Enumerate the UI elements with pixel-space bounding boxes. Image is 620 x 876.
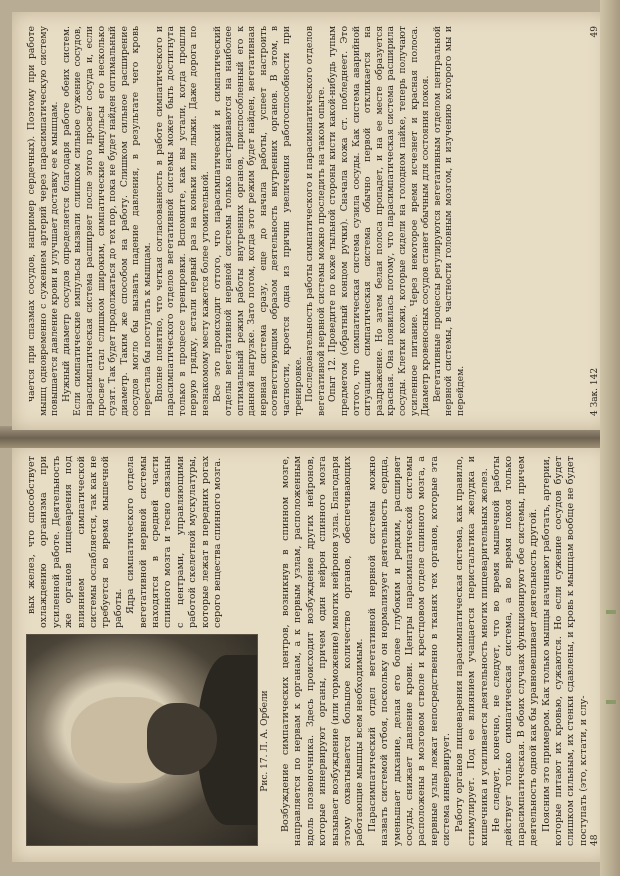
left-bottom-column [280,456,590,846]
page-edge-strip [600,0,620,876]
paragraph: вых желез, что способствует охлаждению организма при усиленной работе. Деятельность же органов пищеварения под влиянием симпатической системы ослабляется, так как не требуется во время мышечной работы. [26,456,124,628]
paragraph: Нужный диаметр сосудов определяется благодаря работе обеих систем. Если симпатические импульсы вызвали слишком сильное сужение сосудов, парасимпатическая система расширяет после этого просвет сосуда и, если просвет стал слишком широким, симпатические импульсы его несколько сузят. Так будет продолжаться до тех пор, пока не будет найден оптимальный диаметр. Таким же способом на работу. Слишком сильное расширение сосудов могло бы вызвать падение давления, в результате чего кровь перестала бы поступать к мышцам. [60,26,153,416]
page-number-left: 48 [590,834,600,846]
edge-marker [606,610,616,614]
paragraph: Вегетативные процессы регулируются вегетативным отделом центральной нервной системы, в частности головным мозгом, и изучению которого мы и перейдем. [431,26,466,416]
paragraph: Работу органов пищеварения парасимпатическая система, как правило, стимулирует. Под ее влиянием учащается перистальтика желудка и кишечника и усиливается деятельность многих пищеварительных желез. [453,456,490,846]
portrait-beard [147,703,217,775]
right-page [12,12,608,430]
right-column [26,26,586,416]
paragraph: Последовательность работы симпатического и парасимпатического отделов вегетативной нервной системы можно проследить на таком опыте. [304,26,327,416]
edge-marker [606,700,616,704]
left-page [12,444,608,862]
footer-signature: 4 Зак. 142 [590,367,600,416]
paragraph: Все это происходит оттого, что парасимпатический и симпатический отделы вегетативной нервной системы только настраиваются на наиболее оптимальный режим работы внутренних органов, приспособленный его к данной нагрузке. Зато потом, когда этот режим будет найден, вегетативная нервная система сразу, еще до начала работы, успеет настроить соответствующим образом деятельность внутренних органов. В этом, в частности, кроется одна из причин увеличения работоспособности при тренировке. [211,26,304,416]
paragraph: Возбуждение симпатических центров, возникнув в спинном мозге, направляется по нервам к органам, а к первым узлам, расположенным вдоль позвоночника. Здесь происходит возбуждение других нейронов, которые иннервируют органы, причем один нейрон спинного мозга вызывает возбуждение (или торможение) многих нейронов узла. Благодаря этому охватывается большое количество органов, обеспечивающих работающие мышцы всем необходимым. [280,456,366,846]
paragraph: Парасимпатический отдел вегетативной нервной системы можно назвать системой отбоя, поскольку он нормализует деятельность сердца, уменьшает дыхание, делая его более глубоким и редким, расширяет сосуды, снижает давление крови. Центры парасимпатической системы расположены в мозговом стволе и крестцовом отделе спинного мозга, а нервные узлы лежат непосредственно в тканях тех органов, которые эта система иннервирует. [366,456,453,846]
paragraph: Ядра симпатического отдела вегетативной нервной системы находятся в средней части спинного мозга и тесно связаны с центрами, управляющими работой скелетной мускулатуры, которые лежат в передних рогах серого вещества спинного мозга. [125,456,224,628]
paragraph: Вполне понятно, что четкая согласованность в работе симпатического и парасимпатического отделов вегетативной системы может быть достигнута только в процессе тренировки. Вспомните, как вы устали, когда прошли первую грядку, встали первый раз на коньки или лыжи. Даже дорога по незнакомому месту кажется более утомительной. [153,26,211,416]
portrait-photo [26,634,258,846]
paragraph: Не следует, конечно, не следует, что во время мышечной работы действует только симпатическая система, а во время покоя только парасимпатическая. В обоих случаях функционируют обе системы, причем деятельность одной как бы уравновешивает деятельность другой. [490,456,540,846]
page-number-right: 49 [590,26,600,38]
left-top-column [26,456,276,628]
paragraph: Опыт 12. Проведите по коже тыльной стороны кисти какой-нибудь тупым предметом (обратный концом ручки). Сначала кожа ст. побледнеет. Это оттого, что симпатическая система сузила сосуды. Как система аварийной ситуации симпатическая система обычно первой откликается на раздражение. Но затем белая полоса пропадет, и на ее месте образуется красная. Она появилась потому, что парасимпатическая система расширила сосуды. Клетки кожи, которые сидели на голодном пайке, теперь получают усиленное питание. Через некоторое время исчезнет и красная полоса. Диаметр кровеносных сосудов станет обычным для состояния покоя. [327,26,432,416]
paragraph: чается при спазмах сосудов, например сердечных). Поэтому при работе мышц одновременно с сужением артерий через парасимпатическую систему повышается давление крови и улучшает доставку ее к мышцам. [26,26,61,416]
figure-caption: Рис. 17. Л. А. Орбели [260,690,270,792]
paragraph: Поясним это примером. Как только мышцы начинают работать, артерии, которые питают их кровью, сужаются. Но если сужение сосудов будет слишком сильным, их стенки сдавлены, и кровь к мышцам вообще не будет поступать (это, кстати, и слу- [540,456,589,846]
